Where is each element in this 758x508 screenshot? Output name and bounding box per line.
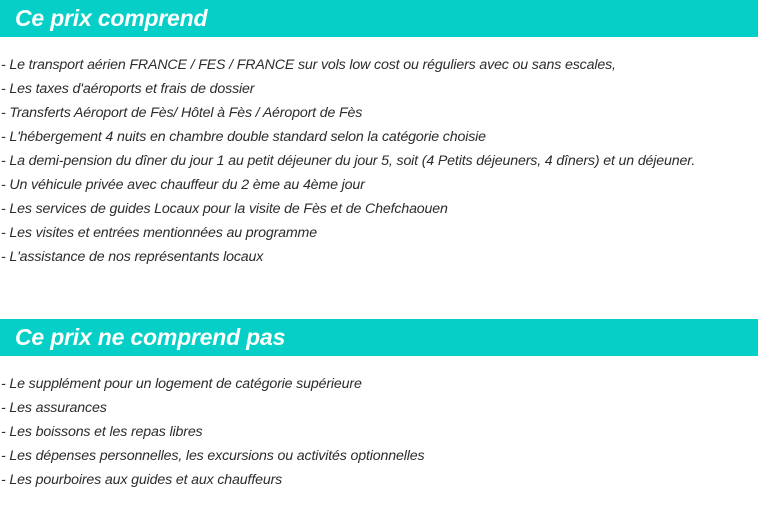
list-item: - Un véhicule privée avec chauffeur du 2 ème au 4ème jour xyxy=(1,177,365,193)
list-item: - L'hébergement 4 nuits en chambre double standard selon la catégorie choisie xyxy=(1,129,486,145)
list-item: - Le transport aérien FRANCE / FES / FRANCE sur vols low cost ou réguliers avec ou sans escales, xyxy=(1,57,616,73)
excluded-items-list xyxy=(1,372,424,492)
list-item: - Transferts Aéroport de Fès/ Hôtel à Fès / Aéroport de Fès xyxy=(1,105,363,121)
list-item: - Les taxes d'aéroports et frais de dossier xyxy=(1,81,255,97)
list-item: - Les dépenses personnelles, les excursions ou activités optionnelles xyxy=(1,448,425,464)
list-item: - Les pourboires aux guides et aux chauffeurs xyxy=(1,472,283,488)
included-section-title: Ce prix comprend xyxy=(0,0,758,37)
list-item: - Les boissons et les repas libres xyxy=(1,424,203,440)
list-item: - La demi-pension du dîner du jour 1 au petit déjeuner du jour 5, soit (4 Petits déjeuners, 4 dîners) et un déjeuner. xyxy=(1,153,696,169)
excluded-section-title: Ce prix ne comprend pas xyxy=(0,319,758,356)
list-item: - Les services de guides Locaux pour la visite de Fès et de Chefchaouen xyxy=(1,201,448,217)
list-item: - Le supplément pour un logement de catégorie supérieure xyxy=(1,376,362,392)
list-item: - Les visites et entrées mentionnées au programme xyxy=(1,225,317,241)
included-items-list xyxy=(1,53,695,269)
list-item: - Les assurances xyxy=(1,400,107,416)
list-item: - L'assistance de nos représentants locaux xyxy=(1,249,264,265)
